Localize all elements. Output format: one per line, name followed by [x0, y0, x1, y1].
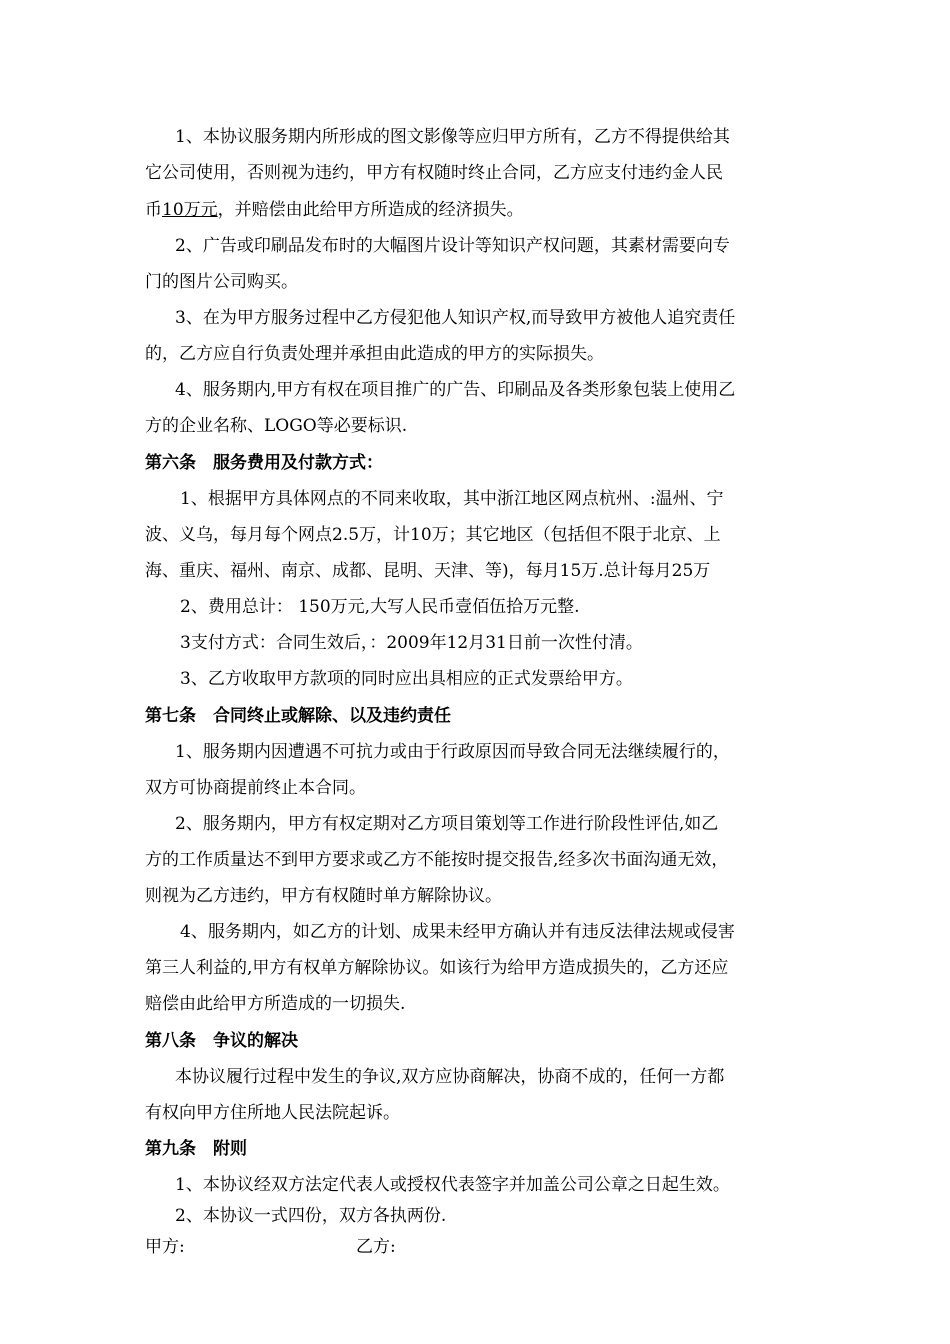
- article-6-item-1-line-3: 海、重庆、福州、南京、成都、昆明、天津、等)，每月15万.总计每月25万: [145, 561, 711, 581]
- article-7-item-4-line-3: 赔偿由此给甲方所造成的一切损失.: [145, 994, 406, 1014]
- currency-prefix: 币: [145, 200, 162, 220]
- party-b-signature-label: 乙方:: [356, 1237, 396, 1257]
- article-9-item-1: 1、本协议经双方法定代表人或授权代表签字并加盖公司公章之日起生效。: [175, 1175, 730, 1195]
- clause-5-item-4-line-1: 4、服务期内,甲方有权在项目推广的广告、印刷品及各类形象包装上使用乙: [175, 380, 736, 400]
- penalty-amount: 10万元: [162, 200, 218, 220]
- article-7-item-2-line-3: 则视为乙方违约，甲方有权随时单方解除协议。: [145, 886, 502, 906]
- clause-5-item-1-line-2: 它公司使用，否则视为违约，甲方有权随时终止合同，乙方应支付违约金人民: [145, 163, 723, 183]
- article-6-item-1-line-1: 1、根据甲方具体网点的不同来收取，其中浙江地区网点杭州、:温州、宁: [180, 489, 724, 509]
- article-7-item-4-line-2: 第三人利益的,甲方有权单方解除协议。如该行为给甲方造成损失的，乙方还应: [145, 958, 729, 978]
- article-7-item-2-line-2: 方的工作质量达不到甲方要求或乙方不能按时提交报告,经多次书面沟通无效，: [145, 850, 729, 870]
- article-7-item-1-line-2: 双方可协商提前终止本合同。: [145, 778, 366, 798]
- article-8-body-line-1: 本协议履行过程中发生的争议,双方应协商解决，协商不成的，任何一方都: [175, 1067, 725, 1087]
- article-6-item-2: 2、费用总计： 150万元,大写人民币壹佰伍拾万元整.: [180, 597, 580, 617]
- article-7-item-2-line-1: 2、服务期内，甲方有权定期对乙方项目策划等工作进行阶段性评估,如乙: [175, 814, 719, 834]
- clause-5-item-1-line-3: [145, 200, 810, 220]
- clause-5-item-2-line-2: 门的图片公司购买。: [145, 272, 298, 292]
- article-6-heading: 第六条 服务费用及付款方式：: [145, 453, 383, 473]
- article-8-heading: 第八条 争议的解决: [145, 1031, 298, 1051]
- article-9-item-2: 2、本协议一式四份，双方各执两份.: [175, 1206, 447, 1226]
- article-6-item-1-line-2: 波、义乌，每月每个网点2.5万，计10万；其它地区（包括但不限于北京、上: [145, 525, 721, 545]
- penalty-suffix: ，并赔偿由此给甲方所造成的经济损失。: [217, 200, 524, 220]
- clause-5-item-4-line-2: 方的企业名称、LOGO等必要标识.: [145, 416, 408, 436]
- clause-5-item-3-line-2: 的，乙方应自行负责处理并承担由此造成的甲方的实际损失。: [145, 344, 604, 364]
- article-9-heading: 第九条 附则: [145, 1139, 247, 1159]
- clause-5-item-2-line-1: 2、广告或印刷品发布时的大幅图片设计等知识产权问题，其素材需要向专: [175, 236, 730, 256]
- article-7-heading: 第七条 合同终止或解除、以及违约责任: [145, 706, 451, 726]
- article-7-item-1-line-1: 1、服务期内因遭遇不可抗力或由于行政原因而导致合同无法继续履行的，: [175, 742, 730, 762]
- article-6-item-3: 3、乙方收取甲方款项的同时应出具相应的正式发票给甲方。: [180, 669, 633, 689]
- party-a-signature-label: 甲方:: [145, 1237, 185, 1257]
- clause-5-item-3-line-1: 3、在为甲方服务过程中乙方侵犯他人知识产权,而导致甲方被他人追究责任: [175, 308, 736, 328]
- article-8-body-line-2: 有权向甲方住所地人民法院起诉。: [145, 1103, 400, 1123]
- clause-5-item-1-line-1: 1、本协议服务期内所形成的图文影像等应归甲方所有，乙方不得提供给其: [175, 127, 730, 147]
- article-7-item-4-line-1: 4、服务期内，如乙方的计划、成果未经甲方确认并有违反法律法规或侵害: [180, 922, 735, 942]
- article-6-payment-method: 3支付方式：合同生效后，：2009年12月31日前一次性付清。: [180, 633, 643, 653]
